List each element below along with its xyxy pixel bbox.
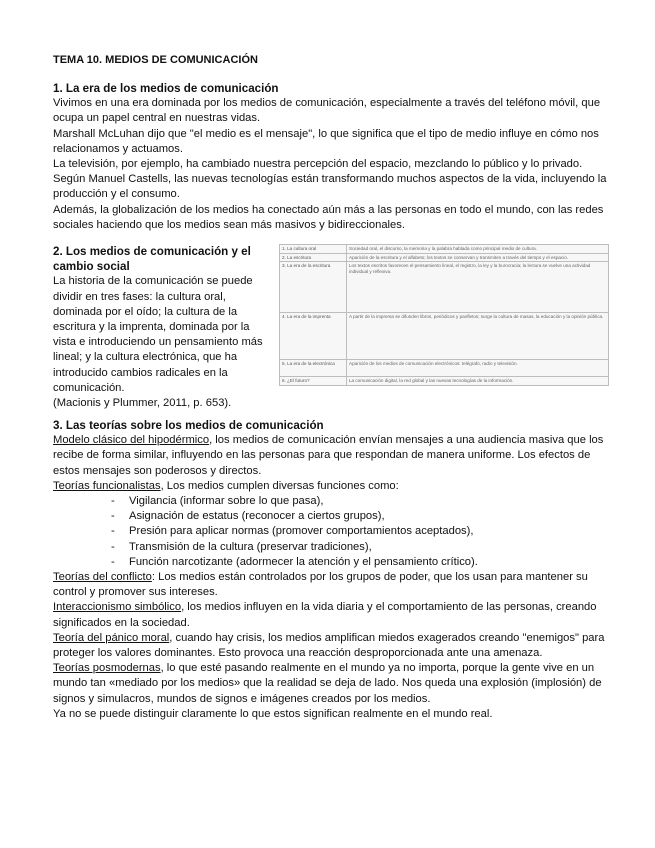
- list-item: - Función narcotizante (adormecer la atención y el pensamiento crítico).: [111, 555, 609, 570]
- theory-text: , los medios influyen en la vida diaria y el comportamiento de las personas, creando significados en la sociedad.: [53, 601, 597, 629]
- theory-text: , lo que esté pasando realmente en el mundo ya no importa, porque la gente vive en un mundo tan «mediado por los medios» que la realidad se deja de lado. Nos queda una explosión (implosión) de signos y simulacros, mundos de signos e imágenes creados por los medios.: [53, 662, 602, 705]
- table-cell-desc: Sociedad oral, el discurso, la memoria y la palabra hablada como principal medio de cultura.: [347, 245, 609, 254]
- document-content: [53, 53, 609, 722]
- paragraph: La televisión, por ejemplo, ha cambiado nuestra percepción del espacio, mezclando lo público y lo privado. Según Manuel Castells, las nuevas tecnologías están transformando muchos aspectos de la vida, incluyendo la producción y el consumo.: [53, 158, 607, 201]
- theory-interaccionismo: [53, 600, 609, 630]
- table-cell-stage: 3. La era de la escritura: [280, 262, 347, 313]
- table-row: [280, 245, 609, 254]
- citation: (Macionis y Plummer, 2011, p. 653).: [53, 397, 232, 410]
- section-2-text: [53, 244, 271, 411]
- table-cell-stage: 4. La era de la imprenta: [280, 313, 347, 360]
- functions-list: [53, 494, 609, 570]
- theory-conflicto: [53, 570, 609, 600]
- theory-text: : Los medios están controlados por los grupos de poder, que los usan para mantener su control y promover sus intereses.: [53, 571, 588, 599]
- theory-panico-moral: [53, 631, 609, 661]
- theory-term: Teorías del conflicto: [53, 571, 152, 584]
- theory-term: Teorías posmodernas: [53, 662, 161, 675]
- table-cell-stage: 5. La era de la electrónica: [280, 360, 347, 377]
- theory-funcionalistas: [53, 479, 609, 494]
- theory-text: , los medios de comunicación envían mensajes a una audiencia masiva que los recibe de forma similar, influyendo en las personas para que respondan de manera uniforme. Los efectos de estos mensajes son poderosos y directos.: [53, 434, 604, 477]
- theory-term: Modelo clásico del hipodérmico: [53, 434, 210, 447]
- theory-hipodermico: [53, 433, 609, 479]
- table-cell-stage: 6. ¿El futuro?: [280, 377, 347, 386]
- table-cell-desc: La comunicación digital, la red global y las nuevas tecnologías de la información.: [347, 377, 609, 386]
- table-cell-desc: Los textos escritos favorecen el pensamiento lineal, el registro, la ley y la burocracia; la lectura se vuelve una actividad individual y reflexiva.: [347, 262, 609, 313]
- list-item: - Presión para aplicar normas (promover comportamientos aceptados),: [111, 524, 609, 539]
- section-era-medios: [53, 81, 609, 233]
- section-2-heading: 2. Los medios de comunicación y el cambio social: [53, 245, 251, 274]
- closing-paragraph: Ya no se puede distinguir claramente lo que estos significan realmente en el mundo real.: [53, 707, 493, 720]
- table-cell-desc: Aparición de la escritura y el alfabeto; los textos se conservan y transmiten a través del tiempo y el espacio.: [347, 253, 609, 262]
- table-row: [280, 360, 609, 377]
- paragraph: La historia de la comunicación se puede dividir en tres fases: la cultura oral, dominada por el oído; la cultura de la escritura y la imprenta, dominada por la vista e introduciendo un pensamiento más lineal; y la cultura electrónica, que ha introducido cambios radicales en la comunicación.: [53, 275, 263, 394]
- section-3-heading: 3. Las teorías sobre los medios de comunicación: [53, 419, 324, 433]
- paragraph: Además, la globalización de los medios ha conectado aún más a las personas en todo el mundo, con las redes sociales haciendo que los medios sean más masivos y bidireccionales.: [53, 203, 604, 231]
- theory-posmodernas: [53, 661, 609, 707]
- phases-table: [279, 244, 609, 386]
- table-row: [280, 253, 609, 262]
- theory-term: Teoría del pánico moral: [53, 631, 170, 644]
- theory-text: , Los medios cumplen diversas funciones como:: [160, 479, 399, 492]
- table-cell-stage: 1. La cultura oral: [280, 245, 347, 254]
- section-cambio-social: [53, 244, 609, 412]
- table-row: [280, 262, 609, 313]
- section-1-heading: 1. La era de los medios de comunicación: [53, 82, 279, 95]
- table-row: [280, 313, 609, 360]
- paragraph: Vivimos en una era dominada por los medios de comunicación, especialmente a través del teléfono móvil, que ocupa un papel central en nuestras vidas.: [53, 97, 601, 125]
- table-cell-desc: A partir de la imprenta se difunden libros, periódicos y panfletos; surge la cultura de masas, la educación y la opinión pública.: [347, 313, 609, 360]
- list-item: - Vigilancia (informar sobre lo que pasa),: [111, 494, 609, 509]
- table-cell-stage: 2. La escritura: [280, 253, 347, 262]
- section-teorias: [53, 418, 609, 722]
- phases-table-image: [279, 244, 609, 386]
- theory-term: Interaccionismo simbólico: [53, 601, 182, 614]
- list-item: - Transmisión de la cultura (preservar tradiciones),: [111, 540, 609, 555]
- document-title: TEMA 10. MEDIOS DE COMUNICACIÓN: [53, 54, 258, 66]
- table-cell-desc: Aparición de los medios de comunicación electrónicos: telégrafo, radio y televisión.: [347, 360, 609, 377]
- paragraph: Marshall McLuhan dijo que "el medio es el mensaje", lo que significa que el tipo de medio influye en cómo nos relacionamos y actuamos.: [53, 127, 599, 155]
- theory-text: , cuando hay crisis, los medios amplifican miedos exagerados creando "enemigos" para proteger los valores dominantes. Esto provoca una reacción desproporcionada ante una amenaza.: [53, 631, 605, 660]
- table-row: [280, 377, 609, 386]
- theory-term: Teorías funcionalistas: [53, 479, 161, 492]
- list-item: - Asignación de estatus (reconocer a ciertos grupos),: [111, 509, 609, 524]
